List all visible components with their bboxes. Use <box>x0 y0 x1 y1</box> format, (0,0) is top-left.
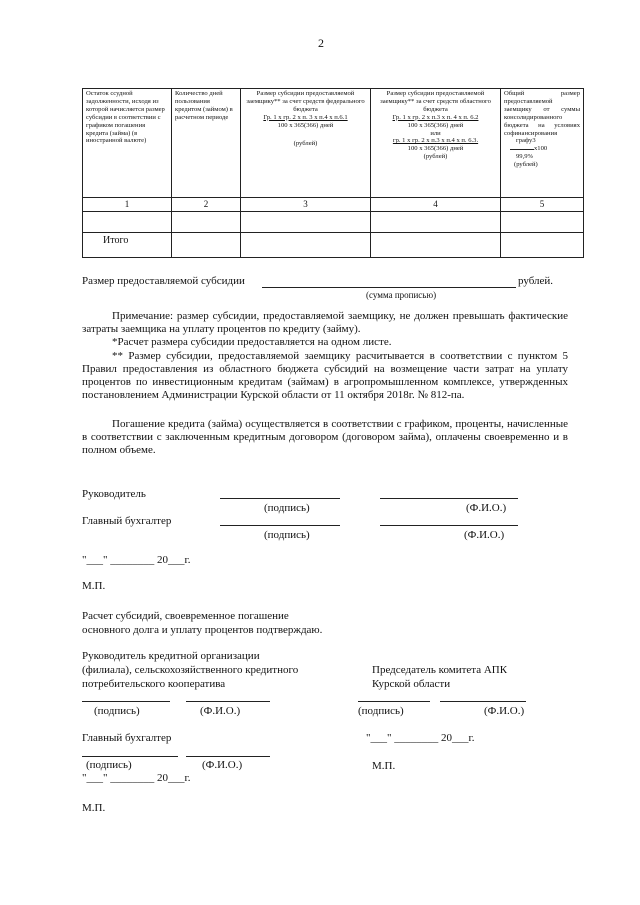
column-number: 2 <box>172 198 241 212</box>
confirmation-line: основного долга и уплату процентов подтверждаю. <box>82 624 323 636</box>
committee-head-line: Председатель комитета АПК <box>372 664 508 676</box>
subsidy-amount-line <box>262 287 516 288</box>
page-number: 2 <box>318 36 324 50</box>
signature-caption: (подпись) <box>86 759 132 771</box>
date-field: "___" ________ 20___г. <box>82 554 191 566</box>
table-cell <box>371 212 501 233</box>
col3-unit: (рублей) <box>293 139 318 147</box>
note-paragraph: *Расчет размера субсидии предоставляется на одном листе. <box>112 336 392 348</box>
table-cell <box>371 233 501 258</box>
col4-formula2: гр. 1 х гр. 2 х п.3 х п.4 х п. 6.3. <box>392 137 479 145</box>
table-cell <box>501 233 584 258</box>
col4-denominator1: 100 х 365(366) дней <box>407 121 464 129</box>
fio-caption: (Ф.И.О.) <box>484 705 525 717</box>
stamp-label: М.П. <box>82 802 106 814</box>
fio-caption: (Ф.И.О.) <box>466 502 507 514</box>
table-row <box>83 212 584 233</box>
col4-unit: (рублей) <box>423 153 448 161</box>
signature-line <box>220 498 340 499</box>
col1-header <box>83 89 172 198</box>
signature-line <box>220 525 340 526</box>
col3-text: Размер субсидии предоставляемой заемщику** за счет средств федерального бюджета <box>246 90 365 113</box>
signature-caption: (подпись) <box>264 529 310 541</box>
col4-denominator2: 100 х 365(366) дней <box>407 145 464 153</box>
bank-head-line: потребительского кооператива <box>82 678 226 690</box>
table-cell <box>83 212 172 233</box>
col4-header <box>371 89 501 198</box>
fio-caption: (Ф.И.О.) <box>200 705 241 717</box>
fio-line <box>186 756 270 757</box>
fio-caption: (Ф.И.О.) <box>464 529 505 541</box>
total-row <box>83 233 584 258</box>
col5-formula: графу3 <box>516 137 536 145</box>
signature-line <box>82 701 170 702</box>
column-numbers-row <box>83 198 584 212</box>
column-number: 3 <box>241 198 371 212</box>
col5-multiplier: х100 <box>534 145 548 153</box>
col4-text: Размер субсидии предоставляемой заемщику** за счет средств областного бюджета <box>380 90 491 113</box>
note-paragraph: Погашение кредита (займа) осуществляется в соответствии с графиком, проценты, начисленные в соответствии с заключенным кредитным договором (договором займа), оплачены своевременно и в полном объеме. <box>82 418 568 456</box>
col3-header <box>241 89 371 198</box>
col3-formula: Гр. 1 х гр. 2 х п. 3 х п.4 х п.6.1 <box>263 113 348 121</box>
fio-line <box>440 701 526 702</box>
stamp-label: М.П. <box>372 760 396 772</box>
note-paragraph: ** Размер субсидии, предоставляемой заемщику расчитывается в соответствии с пунктом 5 Правил предоставления из областного бюджета субсидий на возмещение части затрат на уплату процентов по инвестиционным кредитам (займам) в агропромышленном комплексе, утвержденных постановлением Администрации Курской области от 11 октября 2018г. № 812-па. <box>82 350 568 401</box>
col1-header-text: Остаток ссудной задолженности, исходя из которой начисляется размер субсидии в соответствии с графиком погашения кредита (займа) (в иностранной валюте) <box>86 90 165 145</box>
fio-caption: (Ф.И.О.) <box>202 759 243 771</box>
col4-formula1: Гр. 1 х гр. 2 х п.3 х п. 4 х п. 6.2 <box>392 113 479 121</box>
subsidy-amount-suffix: рублей. <box>518 275 554 287</box>
table-cell <box>172 233 241 258</box>
col5-header <box>501 89 584 198</box>
fio-line <box>380 498 518 499</box>
date-field: "___" ________ 20___г. <box>366 732 475 744</box>
table-cell <box>501 212 584 233</box>
fio-line <box>380 525 518 526</box>
col2-header-text: Количество дней пользования кредитом (займом) в расчетном периоде <box>175 90 233 121</box>
col5-fraction-bar <box>510 149 534 150</box>
signature-caption: (подпись) <box>264 502 310 514</box>
table-cell <box>172 212 241 233</box>
col5-unit: (рублей) <box>514 161 538 169</box>
col4-or: или <box>430 129 441 137</box>
confirmation-line: Расчет субсидий, своевременное погашение <box>82 610 289 622</box>
column-number: 1 <box>83 198 172 212</box>
subsidy-amount-label: Размер предоставляемой субсидии <box>82 275 245 287</box>
subsidy-amount-caption: (сумма прописью) <box>366 290 437 300</box>
note-paragraph: Примечание: размер субсидии, предоставляемой заемщику, не должен превышать фактические затраты заемщика на уплату процентов по кредиту (займу). <box>82 310 568 335</box>
column-number: 4 <box>371 198 501 212</box>
chief-accountant-label: Главный бухгалтер <box>82 732 172 744</box>
signature-line <box>82 756 178 757</box>
col3-denominator: 100 х 365(366) дней <box>277 121 334 129</box>
date-field: "___" ________ 20___г. <box>82 772 191 784</box>
signature-caption: (подпись) <box>358 705 404 717</box>
signature-caption: (подпись) <box>94 705 140 717</box>
chief-accountant-label: Главный бухгалтер <box>82 515 172 527</box>
table-header-row <box>83 89 584 198</box>
col5-text: Общий размер предоставляемой заемщику от суммы консолидированного бюджета на условиях софинансирования <box>504 90 580 137</box>
col5-denominator: 99,9% <box>516 153 534 161</box>
total-label: Итого <box>83 233 172 258</box>
subsidy-table <box>82 88 584 258</box>
table-cell <box>241 212 371 233</box>
column-number: 5 <box>501 198 584 212</box>
table-cell <box>241 233 371 258</box>
committee-head-line: Курской области <box>372 678 451 690</box>
bank-head-line: (филиала), сельскохозяйственного кредитного <box>82 664 299 676</box>
fio-line <box>186 701 270 702</box>
head-label: Руководитель <box>82 488 146 500</box>
stamp-label: М.П. <box>82 580 106 592</box>
col2-header <box>172 89 241 198</box>
signature-line <box>358 701 430 702</box>
bank-head-line: Руководитель кредитной организации <box>82 650 260 662</box>
